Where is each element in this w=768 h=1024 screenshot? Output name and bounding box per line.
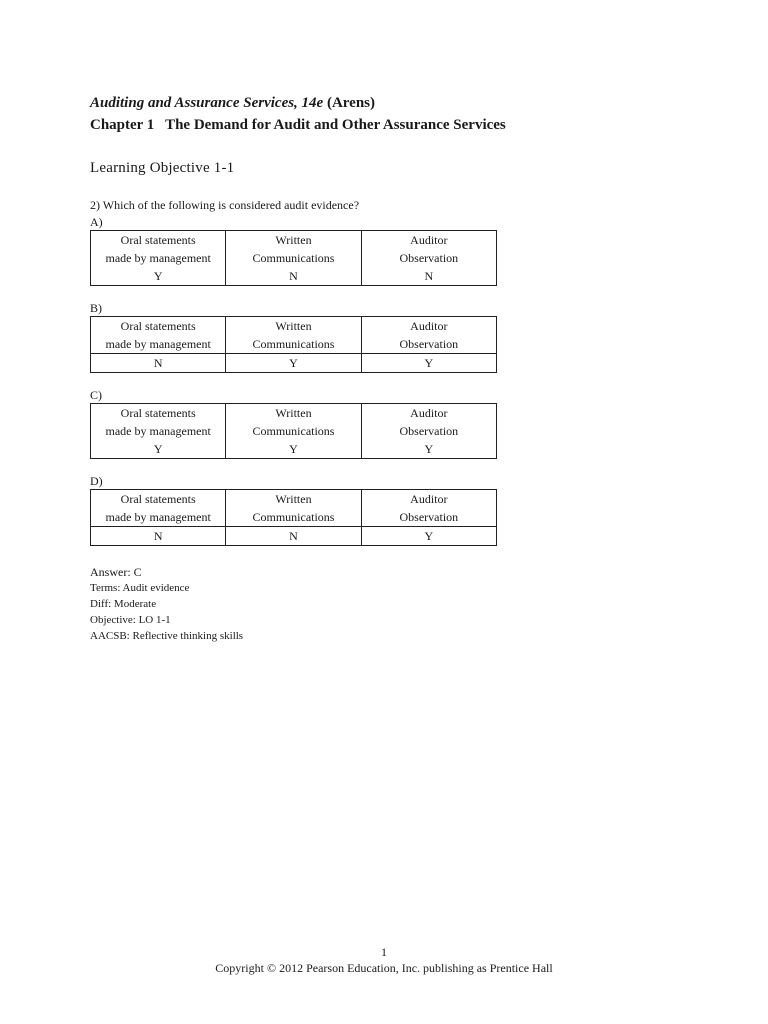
meta-aacsb: AACSB: Reflective thinking skills <box>90 630 244 642</box>
page-number: 1 <box>381 945 387 959</box>
column-header-auditor: Auditor Observation <box>361 317 496 354</box>
learning-objective-heading: Learning Objective 1-1 <box>90 160 235 176</box>
column-header-written: Written Communications <box>226 231 361 268</box>
value-cell: Y <box>226 440 361 459</box>
value-cell: N <box>91 527 226 546</box>
option-label: C) <box>90 388 102 402</box>
value-cell: N <box>226 267 361 286</box>
option-d <box>90 473 690 546</box>
document-page <box>90 93 690 644</box>
value-cell: Y <box>91 267 226 286</box>
book-title-line <box>90 93 690 113</box>
column-header-auditor: Auditor Observation <box>361 231 496 268</box>
option-table <box>90 316 497 373</box>
column-header-oral: Oral statements made by management <box>91 490 226 527</box>
option-label: A) <box>90 215 103 229</box>
column-header-auditor: Auditor Observation <box>361 490 496 527</box>
option-label: B) <box>90 301 102 315</box>
chapter-label: Chapter 1 <box>90 117 155 133</box>
meta-objective: Objective: LO 1-1 <box>90 614 171 626</box>
column-header-written: Written Communications <box>226 317 361 354</box>
option-table <box>90 489 497 546</box>
answer-line: Answer: C <box>90 565 142 579</box>
copyright-notice: Copyright © 2012 Pearson Education, Inc. publishing as Prentice Hall <box>215 961 553 975</box>
value-cell: N <box>91 354 226 373</box>
option-table <box>90 403 497 459</box>
chapter-title: The Demand for Audit and Other Assurance Services <box>165 117 506 133</box>
book-author: (Arens) <box>326 95 376 111</box>
value-cell: N <box>226 527 361 546</box>
meta-difficulty: Diff: Moderate <box>90 598 157 610</box>
column-header-oral: Oral statements made by management <box>91 317 226 354</box>
book-title: Auditing and Assurance Services, 14e <box>90 95 324 111</box>
option-b <box>90 300 690 373</box>
option-table <box>90 230 497 286</box>
option-c <box>90 387 690 459</box>
column-header-written: Written Communications <box>226 490 361 527</box>
value-cell: Y <box>226 354 361 373</box>
option-a <box>90 214 690 286</box>
value-cell: Y <box>361 354 496 373</box>
meta-terms: Terms: Audit evidence <box>90 582 190 594</box>
column-header-auditor: Auditor Observation <box>361 404 496 441</box>
value-cell: Y <box>361 440 496 459</box>
value-cell: Y <box>361 527 496 546</box>
column-header-oral: Oral statements made by management <box>91 404 226 441</box>
value-cell: Y <box>91 440 226 459</box>
column-header-oral: Oral statements made by management <box>91 231 226 268</box>
chapter-heading <box>90 115 690 135</box>
column-header-written: Written Communications <box>226 404 361 441</box>
value-cell: N <box>361 267 496 286</box>
question-text: 2) Which of the following is considered audit evidence? <box>90 198 360 212</box>
option-label: D) <box>90 474 103 488</box>
